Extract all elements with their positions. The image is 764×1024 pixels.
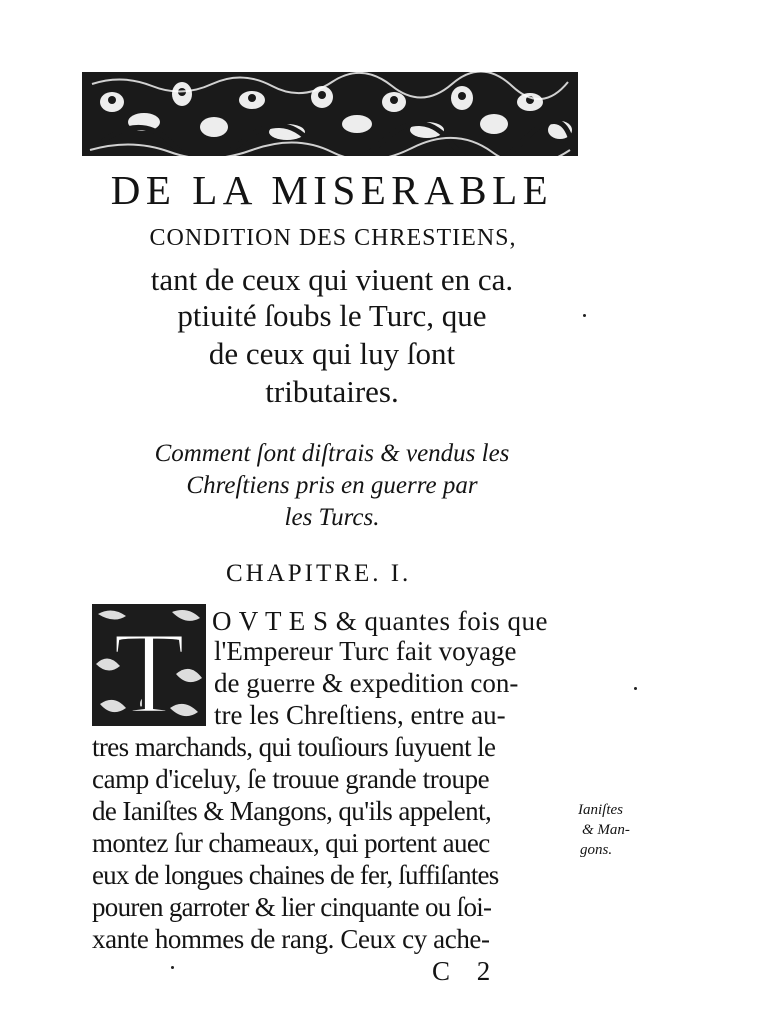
body-line-6: camp d'iceluy, ſe trouue grande troupe	[92, 764, 490, 794]
body-line-10: pouren garroter & lier cinquante ou ſoi-	[92, 892, 492, 922]
title-line-1: tant de ceux qui viuent en ca.	[150, 262, 514, 297]
body-line-2: l'Empereur Turc fait voyage	[214, 636, 517, 666]
body-line-11: xante hommes de rang. Ceux cy ache-	[92, 924, 490, 954]
margin-note-line-1: Ianiſtes	[578, 802, 623, 818]
margin-note-line-2: & Man-	[582, 822, 630, 838]
signature-mark: C 2	[432, 956, 501, 986]
title-main: DE LA MISERABLE	[110, 167, 554, 213]
body-line-7: de Ianiſtes & Mangons, qu'ils appelent,	[92, 796, 492, 826]
ink-speck	[171, 966, 174, 969]
title-line-2: ptiuité ſoubs le Turc, que	[177, 298, 487, 333]
margin-note-line-3: gons.	[580, 842, 613, 858]
chapter-heading: CHAPITRE. I.	[226, 560, 412, 587]
title-line-4: tributaires.	[265, 374, 399, 409]
title-line-3: de ceux qui luy ſont	[208, 336, 456, 371]
body-line-4: tre les Chreſtiens, entre au-	[214, 700, 506, 730]
body-line-8: montez ſur chameaux, qui portent auec	[92, 828, 490, 858]
body-line-1: O V T E S & quantes fois que	[212, 606, 549, 636]
body-line-9: eux de longues chaines de fer, ſuffiſantes	[92, 860, 499, 890]
italic-caption-line-2: Chreſtiens pris en guerre par	[186, 472, 478, 499]
dropcap-letter: T	[112, 607, 186, 726]
woodcut-ornament-band	[82, 72, 578, 156]
ink-speck	[634, 687, 637, 690]
ink-speck	[583, 314, 586, 317]
body-line-5: tres marchands, qui touſiours ſuyuent le	[92, 732, 496, 762]
italic-caption-line-3: les Turcs.	[284, 504, 380, 531]
dropcap-ornament	[92, 604, 206, 726]
body-line-3: de guerre & expedition con-	[214, 668, 519, 698]
title-subheading: CONDITION DES CHRESTIENS,	[149, 225, 517, 251]
italic-caption-line-1: Comment ſont diſtrais & vendus les	[154, 440, 510, 467]
